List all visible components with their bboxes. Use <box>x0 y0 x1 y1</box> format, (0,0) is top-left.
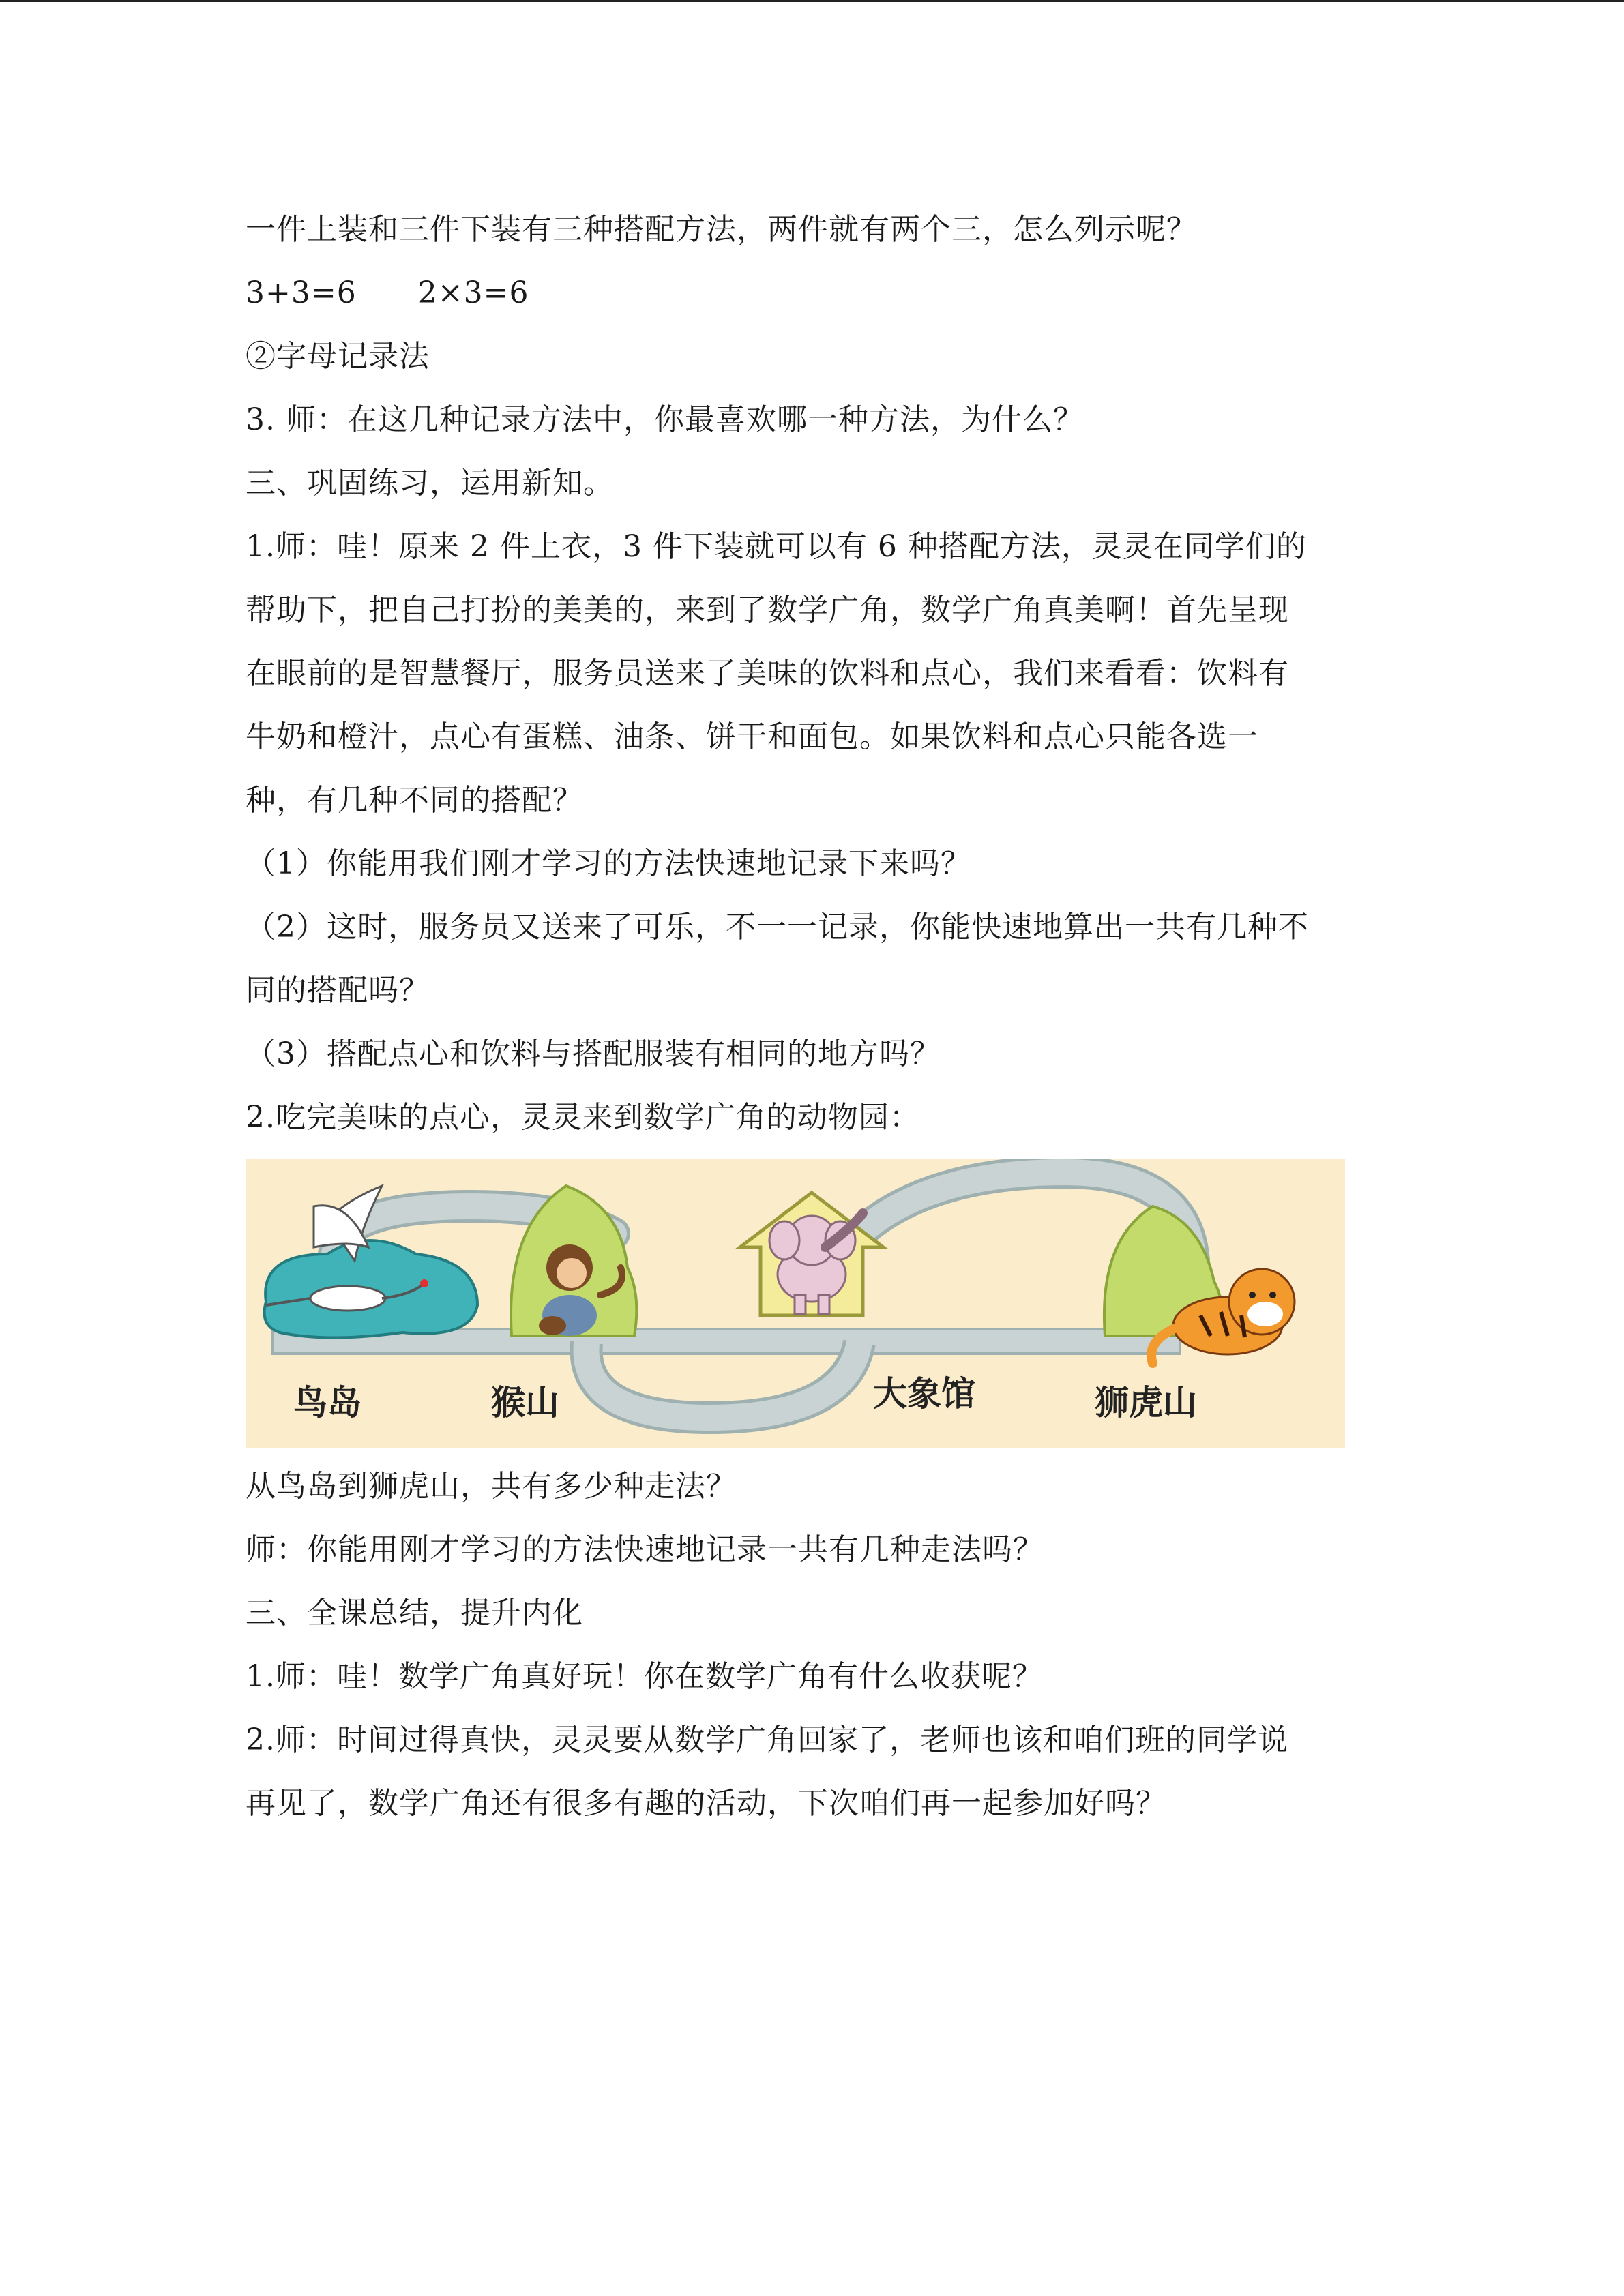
text-line: 1.师：哇！原来 2 件上衣，3 件下装就可以有 6 种搭配方法，灵灵在同学们的 <box>246 529 1307 564</box>
text-line: 一件上装和三件下装有三种搭配方法，两件就有两个三，怎么列示呢？ <box>246 212 1197 247</box>
text-line: 种，有几种不同的搭配？ <box>246 783 583 818</box>
top-border-rule <box>0 0 1624 2</box>
text-line: 师：你能用刚才学习的方法快速地记录一共有几种走法吗？ <box>246 1532 1044 1567</box>
section-heading: 三、全课总结，提升内化 <box>246 1596 583 1630</box>
text-line: 牛奶和橙汁，点心有蛋糕、油条、饼干和面包。如果饮料和点心只能各选一 <box>246 719 1258 754</box>
document-body <box>246 198 1398 1835</box>
question-2: （2）这时，服务员又送来了可乐，不一一记录，你能快速地算出一共有几种不 <box>246 910 1309 944</box>
question-3: （3）搭配点心和饮料与搭配服装有相同的地方吗？ <box>246 1037 941 1071</box>
question-1: （1）你能用我们刚才学习的方法快速地记录下来吗？ <box>246 846 971 881</box>
text-line: 3+3=6 2×3=6 <box>246 275 529 310</box>
text-line: 从鸟岛到狮虎山，共有多少种走法？ <box>246 1469 737 1504</box>
label-lion-tiger-hill: 狮虎山 <box>1095 1383 1197 1422</box>
text-line: 再见了，数学广角还有很多有趣的活动，下次咱们再一起参加好吗？ <box>246 1786 1166 1821</box>
text-line: 1.师：哇！数学广角真好玩！你在数学广角有什么收获呢？ <box>246 1659 1043 1694</box>
text-line: 帮助下，把自己打扮的美美的，来到了数学广角，数学广角真美啊！首先呈现 <box>246 593 1289 627</box>
text-line: 在眼前的是智慧餐厅，服务员送来了美味的饮料和点心，我们来看看：饮料有 <box>246 656 1289 691</box>
text-line: 3. 师：在这几种记录方法中，你最喜欢哪一种方法，为什么？ <box>246 402 1084 437</box>
text-line: ②字母记录法 <box>246 339 430 374</box>
text-line: 同的搭配吗？ <box>246 973 430 1008</box>
text-line: 2.吃完美味的点心，灵灵来到数学广角的动物园： <box>246 1100 920 1135</box>
label-bird-island: 鸟岛 <box>293 1383 361 1422</box>
zoo-route-illustration <box>246 1159 1345 1448</box>
label-elephant-house: 大象馆 <box>873 1374 975 1414</box>
section-heading: 三、巩固练习，运用新知。 <box>246 466 614 501</box>
text-line: 2.师：时间过得真快，灵灵要从数学广角回家了，老师也该和咱们班的同学说 <box>246 1723 1288 1757</box>
label-monkey-hill: 猴山 <box>491 1383 559 1422</box>
